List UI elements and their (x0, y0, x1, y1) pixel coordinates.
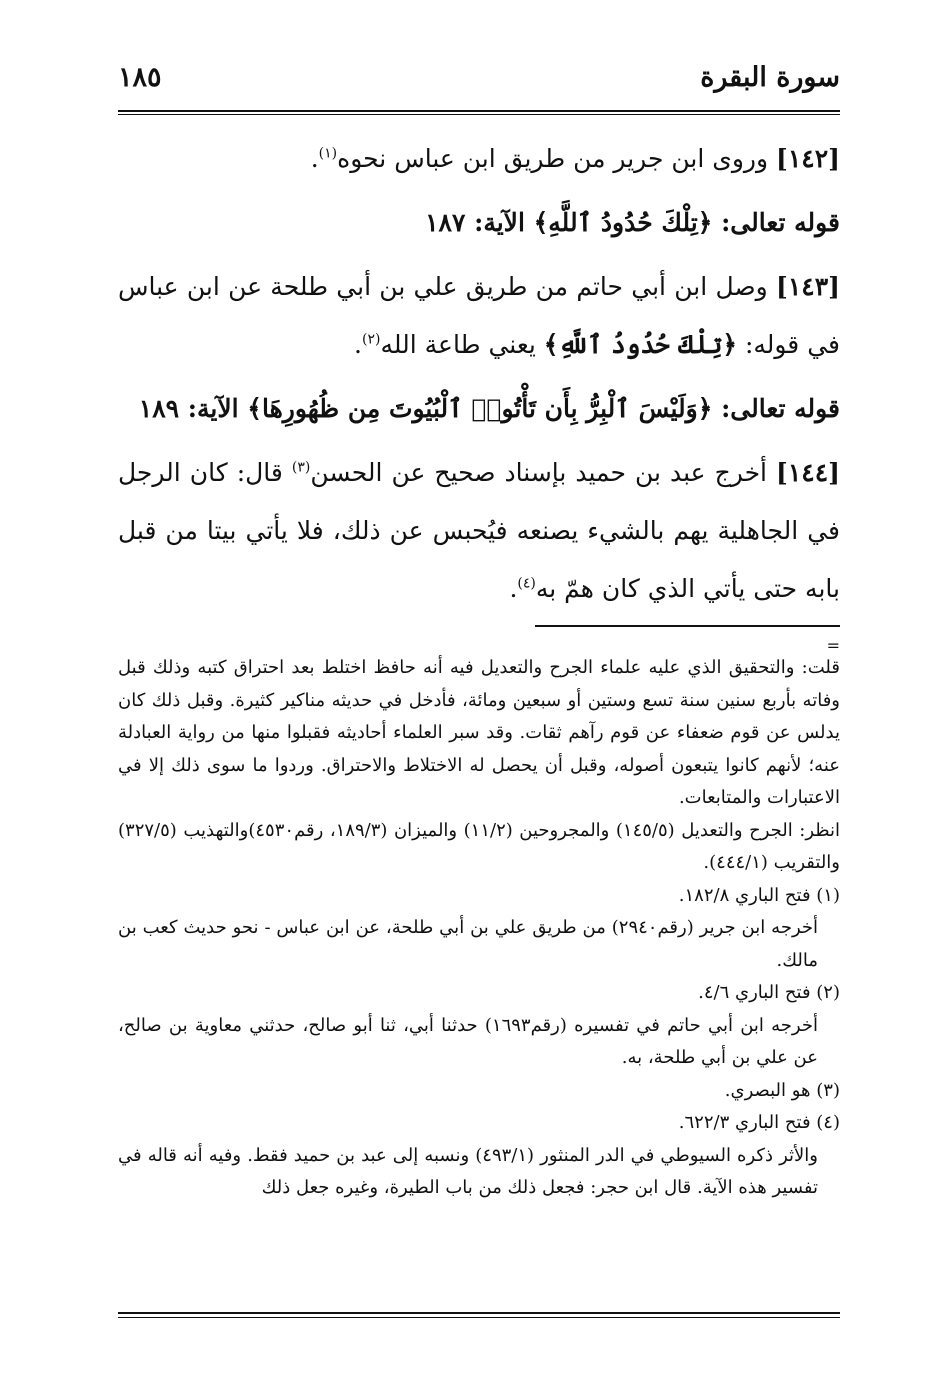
entry-number: [١٤٢] (776, 144, 840, 173)
entry-text-cont: قال: كان الرجل في الجاهلية يهم بالشيء يصنعه فيُحبس عن ذلك، فلا يأتي بيتا من قبل بابه حتى يأتي الذي كان همّ به (118, 458, 840, 603)
footnote-separator (535, 625, 840, 627)
footnote-references: انظر: الجرح والتعديل (١٤٥/٥) والمجروحين (١١/٢) والميزان (١٨٩/٣، رقم٤٥٣٠)والتهذيب (٣٢٧/٥) والتقريب (٤٤٤/١). (118, 819, 841, 873)
entry-142 (118, 130, 840, 188)
footnote-2-head: (٢) فتح الباري ٤/٦. (698, 982, 840, 1003)
entry-number: [١٤٣] (776, 272, 840, 301)
bottom-rule (118, 1312, 840, 1314)
verse-heading-187 (118, 194, 840, 252)
footnote-continued (118, 652, 840, 815)
entry-144 (118, 444, 840, 618)
header-rule-thin (118, 114, 840, 115)
quran-quote: ﴿تِلْكَ حُدُودُ ٱللَّهِ﴾ (543, 330, 737, 359)
footnote-3-head: (٣) هو البصري. (724, 1079, 840, 1101)
page-number: ١٨٥ (118, 62, 162, 93)
footnote-1-body: أخرجه ابن جرير (رقم٢٩٤٠) من طريق علي بن أبي طلحة، عن ابن عباس - نحو حديث كعب بن مالك. (118, 917, 819, 971)
entry-text: وصل ابن أبي حاتم من طريق علي بن أبي طلحة عن ابن عباس في قوله: (118, 272, 840, 359)
footnote-ref: (١) (318, 145, 338, 162)
header-rule (118, 110, 840, 112)
bottom-rule-thin (118, 1317, 840, 1318)
footnote-ref: (٢) (362, 331, 381, 348)
heading-lead: قوله تعالى: (721, 394, 840, 423)
entry-end: . (509, 574, 518, 603)
entry-text: أخرج عبد بن حميد بإسناد صحيح عن الحسن (310, 458, 767, 487)
footnote-4-head: (٤) فتح الباري ٦٢٢/٣. (678, 1112, 840, 1133)
footnote-ref: (٤) (517, 575, 536, 592)
footnote-2-body: أخرجه ابن أبي حاتم في تفسيره (رقم١٦٩٣) حدثنا أبي، ثنا أبو صالح، حدثني معاوية بن صالح، عن علي بن أبي طلحة، به. (118, 1014, 818, 1068)
main-text (118, 130, 840, 618)
heading-tail: الآية: ١٨٩ (138, 394, 239, 423)
entry-end: . (310, 144, 319, 173)
surah-title: سورة البقرة (700, 62, 840, 93)
continuation-mark: = (826, 636, 840, 655)
quran-verse: ﴿وَلَيْسَ ٱلْبِرُّ بِأَن تَأْتُوا۟ ٱلْبُيُوتَ مِن ظُهُورِهَا﴾ (247, 394, 713, 423)
heading-lead: قوله تعالى: (721, 208, 840, 237)
entry-143 (118, 258, 840, 374)
heading-tail: الآية: ١٨٧ (425, 208, 525, 237)
footnote-text: قلت: والتحقيق الذي عليه علماء الجرح والتعديل فيه أنه حافظ اختلط بعد احتراق كتبه وذلك قبل وفاته بأربع سنين سنة تسع وستين أو سبعين ومائة، فأدخل في حديثه مناكير كثيرة. وقبل ذلك كان يدلس عن قوم ضعفاء عن قوم رآهم ثقات. وقد سبر العلماء أحاديثه فقبلوا منها من رواية العبادلة عنه؛ لأنهم كانوا يتبعون أصوله، وقبل أن يحصل له الاختلاط والاحتراق. وردوا ما سوى ذلك إلا في الاعتبارات والمتابعات. (118, 657, 840, 808)
page-header (118, 62, 840, 112)
entry-number: [١٤٤] (776, 458, 841, 487)
footnote-4-body: والأثر ذكره السيوطي في الدر المنثور (٤٩٣/١) ونسبه إلى عبد بن حميد فقط. وفيه أنه قاله في تفسير هذه الآية. قال ابن حجر: فجعل ذلك من باب الطيرة، وغيره جعل ذلك (118, 1144, 818, 1198)
quran-verse: ﴿تِلْكَ حُدُودُ ٱللَّهِ﴾ (533, 208, 713, 237)
footnote-ref: (٣) (291, 459, 311, 476)
entry-end: . (354, 330, 362, 359)
footnotes (118, 652, 840, 1205)
entry-text-cont: يعني طاعة الله (380, 330, 536, 359)
verse-heading-189 (118, 380, 840, 438)
entry-text: وروى ابن جرير من طريق ابن عباس نحوه (337, 144, 769, 173)
footnote-1-head: (١) فتح الباري ١٨٢/٨. (678, 884, 840, 906)
